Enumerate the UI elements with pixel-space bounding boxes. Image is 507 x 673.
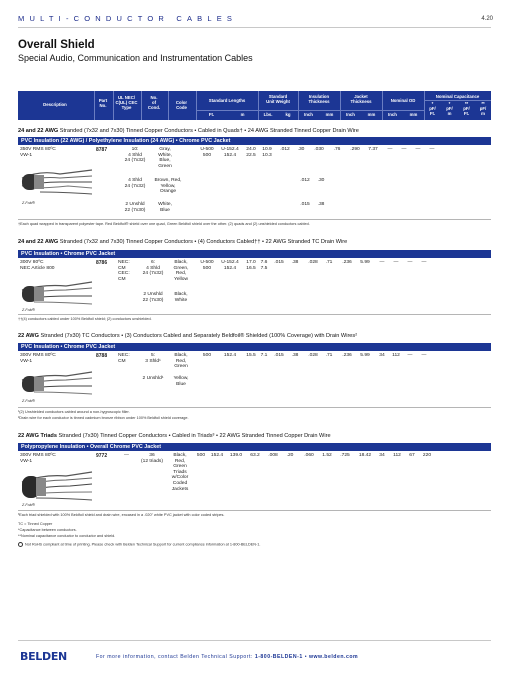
- length-ft: U-500 500: [200, 260, 214, 271]
- footer-contact: [96, 654, 358, 660]
- cap-value: 220: [422, 453, 432, 458]
- rohs-note-text: Not RoHS compliant at time of printing. Please check with Belden Technical Support for current compliance information at 1-800-BELDEN-1.: [25, 542, 261, 547]
- jk-inch: .028: [308, 353, 318, 358]
- length-ft: 500: [202, 353, 212, 358]
- th-description: Description: [43, 102, 67, 107]
- part-number[interactable]: 8786: [96, 260, 108, 266]
- footnote: ²Drain wire for each conductor is tinned cadmium bronze ribbon under 100% Beldfoil shield coverage.: [18, 416, 189, 420]
- cap-value: —: [421, 353, 427, 358]
- belden-logo: BELDEN: [20, 650, 67, 663]
- footnote: †Each quad wrapped in transparent polyester tape. Red Beldfoil® shield over one quad, Green Beldfoil shield over the other. (2) quads and (2) unshielded conductors cabled.: [18, 222, 310, 226]
- od-mm: 5.99: [360, 353, 370, 358]
- rohs-warning-icon: [18, 542, 23, 547]
- cap-value: —: [393, 260, 399, 265]
- length-m: 152.4: [210, 453, 224, 458]
- cap-value: —: [429, 147, 435, 152]
- cond-count: 2 Unshld¹: [142, 376, 164, 381]
- ins-inch: .012: [280, 147, 290, 152]
- od-mm: 5.99: [360, 260, 370, 265]
- part-number[interactable]: 9772: [96, 453, 108, 459]
- od-inch: .236: [342, 353, 352, 358]
- zfold-label: Z-Fold®: [22, 201, 36, 205]
- od-mm: 7.37: [368, 147, 378, 152]
- weight-kg: 10.9 10.3: [262, 147, 272, 158]
- color-code: Black, Green, Red, Yellow: [173, 260, 189, 282]
- jk-mm: 1.52: [322, 453, 332, 458]
- section-title: 22 AWG Triads Stranded (7x30) Tinned Copper Conductors • Cabled in Triads³ • 22 AWG Stranded Tinned Copper Drain Wire: [18, 433, 331, 439]
- th-lbs: Lbs.: [263, 112, 273, 117]
- part-number[interactable]: 8788: [96, 353, 108, 359]
- th-hline: [298, 110, 340, 111]
- cond-count: 6: 4 Shld 24 (7x32): [142, 260, 164, 277]
- jk-mm: .76: [333, 147, 341, 152]
- cap-value: 112: [392, 353, 400, 358]
- cond-count: 2 Unshld 22 (7x30): [142, 292, 164, 303]
- th-m: m: [240, 112, 245, 117]
- section-rule: [18, 219, 491, 220]
- th-pf-m-2: ** pF/ m: [479, 101, 487, 116]
- footnote: ††(4) conductors cabled under 100% Beldfoil shield; (2) conductors unshielded.: [18, 317, 152, 321]
- th-jk-mm: mm: [367, 112, 376, 117]
- ins-mm: .30: [297, 147, 305, 152]
- th-insulation-thickness: Insulation Thickness: [308, 94, 330, 104]
- cap-value: —: [387, 147, 393, 152]
- ins-mm: .38: [317, 202, 325, 207]
- th-od-mm: mm: [409, 112, 418, 117]
- cap-value: —: [379, 260, 385, 265]
- th-jacket-thickness: Jacket Thickness: [350, 94, 372, 104]
- cond-count: 36 (12 triads): [140, 453, 163, 464]
- cable-illustration-icon: [20, 366, 94, 400]
- th-standard-lengths: Standard Lengths: [208, 98, 246, 103]
- row-description: 350V RMS 80ºC VW-1: [20, 147, 56, 158]
- color-code: Black, Red, Green: [174, 353, 188, 370]
- weight-lbs: 24.0 22.5: [246, 147, 256, 158]
- ins-mm: .20: [286, 453, 294, 458]
- footnote: ³Each triad shielded with 100% Beldfoil shield and drain wire, encased in a .020" white PVC jacket with color coded stripes.: [18, 513, 225, 517]
- zfold-label: Z-Fold®: [22, 308, 36, 312]
- page-subtitle: Special Audio, Communication and Instrumentation Cables: [18, 53, 253, 63]
- cond-count: 4 Shld 24 (7x32): [124, 178, 146, 189]
- th-nominal-capacitance: Nominal Capacitance: [435, 94, 480, 99]
- ins-inch: .015: [274, 260, 284, 265]
- cable-illustration-icon: [20, 466, 94, 506]
- section-title: 24 and 22 AWG Stranded (7x32 and 7x30) Tinned Copper Conductors • Cabled in Quads† • 24 AWG Stranded Tinned Copper Drain Wire: [18, 128, 359, 134]
- color-code: Yellow, Blue: [173, 376, 189, 387]
- weight-kg: 63.2: [250, 453, 260, 458]
- section-bar: PVC Insulation • Chrome PVC Jacket: [18, 343, 491, 351]
- legend-item: *Capacitance between conductors.: [18, 528, 77, 532]
- ins-mm: .38: [291, 260, 299, 265]
- row-description: 300V RMS 80ºC VW-1: [20, 453, 56, 464]
- section-bar: PVC Insulation (22 AWG) / Polyethylene Insulation (24 AWG) • Chrome PVC Jacket: [18, 137, 491, 145]
- rohs-note: [18, 542, 260, 547]
- weight-lbs: 139.0: [229, 453, 243, 458]
- cable-illustration-icon: [20, 160, 94, 200]
- ins-inch: .008: [268, 453, 278, 458]
- zfold-label: Z-Fold®: [22, 399, 36, 403]
- section-title: 22 AWG Stranded (7x30) TC Conductors • (3) Conductors Cabled and Separately Beldfoil® Shielded (100% Coverage) with Drain Wires²: [18, 333, 358, 339]
- weight-kg: 7.6 7.5: [260, 260, 268, 271]
- zfold-label: Z-Fold®: [22, 503, 36, 507]
- ul-nec-type: NEC: CM CEC: CM: [118, 260, 130, 282]
- cap-value: —: [401, 147, 407, 152]
- color-code: White, Blue: [158, 202, 172, 213]
- length-ft: U-500 500: [200, 147, 214, 158]
- od-mm: 18.42: [358, 453, 372, 458]
- od-inch: .725: [340, 453, 350, 458]
- od-inch: .290: [350, 147, 360, 152]
- section-rule: [18, 314, 491, 315]
- legend-item: TC = Tinned Copper: [18, 522, 53, 526]
- th-kg: kg: [285, 112, 291, 117]
- row-description: 300V 80ºC NEC Article 800: [20, 260, 55, 271]
- weight-kg: 7.1: [260, 353, 268, 358]
- section-bar: PVC Insulation • Chrome PVC Jacket: [18, 250, 491, 258]
- length-m: 152.4: [223, 353, 237, 358]
- cable-illustration-icon: [20, 274, 94, 310]
- ul-nec-type: —: [124, 453, 129, 458]
- cond-count: 2 Unshld 22 (7x30): [124, 202, 146, 213]
- cond-count: 5: 3 Shld¹: [145, 353, 161, 364]
- row-description: 300V RMS 80ºC VW-1: [20, 353, 56, 364]
- page-header-band: MULTI-CONDUCTOR CABLES: [18, 14, 238, 23]
- ins-mm: .38: [291, 353, 299, 358]
- th-pf-ft-2: ** pF/ Ft.: [463, 101, 470, 116]
- footnote: ¹(2) Unshielded conductors cabled around a non-hygroscopic filler.: [18, 410, 130, 414]
- weight-lbs: 17.0 16.5: [246, 260, 256, 271]
- footer-rule: [18, 640, 491, 641]
- length-ft: 500: [196, 453, 206, 458]
- cap-value: 112: [393, 453, 401, 458]
- header-rule: [18, 27, 491, 28]
- color-code: Black, Red, Green Triads w/Color Coded Jackets: [171, 453, 189, 492]
- weight-lbs: 15.5: [246, 353, 256, 358]
- jk-inch: .028: [308, 260, 318, 265]
- th-pf-ft-1: * pF/ Ft.: [429, 101, 436, 116]
- cap-value: 34: [379, 453, 385, 458]
- color-code: Brown, Red, Yellow, Orange: [154, 178, 182, 195]
- page-title: Overall Shield: [18, 39, 95, 51]
- cap-value: —: [407, 260, 413, 265]
- th-nominal-od: Nominal OD: [390, 98, 416, 103]
- section-title: 24 and 22 AWG Stranded (7x32 and 7x30) Tinned Copper Conductors • (4) Conductors Cabled†† • 22 AWG Stranded TC Drain Wire: [18, 239, 348, 245]
- th-hline: [340, 110, 382, 111]
- ins-inch: .015: [274, 353, 284, 358]
- th-jk-inch: Inch: [346, 112, 355, 117]
- footer-separator: •: [302, 654, 309, 660]
- footer-website-link[interactable]: www.belden.com: [308, 654, 359, 660]
- table-header: [18, 91, 491, 120]
- ul-nec-type: NEC: CM: [118, 353, 130, 364]
- part-number[interactable]: 8787: [96, 147, 108, 153]
- th-ins-mm: mm: [325, 112, 334, 117]
- cap-value: —: [421, 260, 427, 265]
- th-ins-inch: Inch: [304, 112, 313, 117]
- length-m: U-152.4 152.4: [221, 147, 239, 158]
- th-part-no: Part No.: [98, 98, 108, 108]
- legend-item: **Nominal capacitance conductor to conductor and shield.: [18, 534, 116, 538]
- length-m: U-152.4 152.4: [221, 260, 239, 271]
- cond-count: 10: 4 Shld 24 (7x32): [124, 147, 146, 164]
- th-ul-nec: UL NEC/ C(UL) CEC Type: [115, 95, 138, 110]
- footer-text: For more information, contact Belden Technical Support:: [96, 654, 255, 660]
- color-code: Gray, White, Blue, Green: [158, 147, 172, 169]
- jk-mm: .71: [325, 260, 333, 265]
- th-no-of-cond: No. of Cond.: [147, 95, 161, 110]
- color-code: Black, White: [174, 292, 188, 303]
- ins-inch: .012: [300, 178, 310, 183]
- jk-inch: .060: [304, 453, 314, 458]
- th-hline: [196, 110, 258, 111]
- th-od-inch: Inch: [388, 112, 397, 117]
- section-rule: [18, 407, 491, 408]
- od-inch: .236: [342, 260, 352, 265]
- cap-value: 67: [409, 453, 415, 458]
- ins-inch: .015: [300, 202, 310, 207]
- cap-value: 34: [379, 353, 385, 358]
- section-rule: [18, 510, 491, 511]
- th-ft: Ft.: [208, 112, 215, 117]
- section-bar: Polypropylene Insulation • Overall Chrome PVC Jacket: [18, 443, 491, 451]
- th-unit-weight: Standard Unit Weight: [266, 94, 290, 104]
- th-color-code: Color Code: [175, 100, 188, 110]
- th-hline: [382, 110, 424, 111]
- ins-mm: .30: [317, 178, 325, 183]
- cap-value: —: [407, 353, 413, 358]
- th-hline: [258, 110, 298, 111]
- page-number: 4.20: [481, 16, 493, 22]
- th-pf-m-1: * pF/ m: [446, 101, 453, 116]
- cap-value: —: [415, 147, 421, 152]
- jk-inch: .030: [314, 147, 324, 152]
- footer-phone[interactable]: 1-800-BELDEN-1: [254, 654, 303, 660]
- jk-mm: .71: [325, 353, 333, 358]
